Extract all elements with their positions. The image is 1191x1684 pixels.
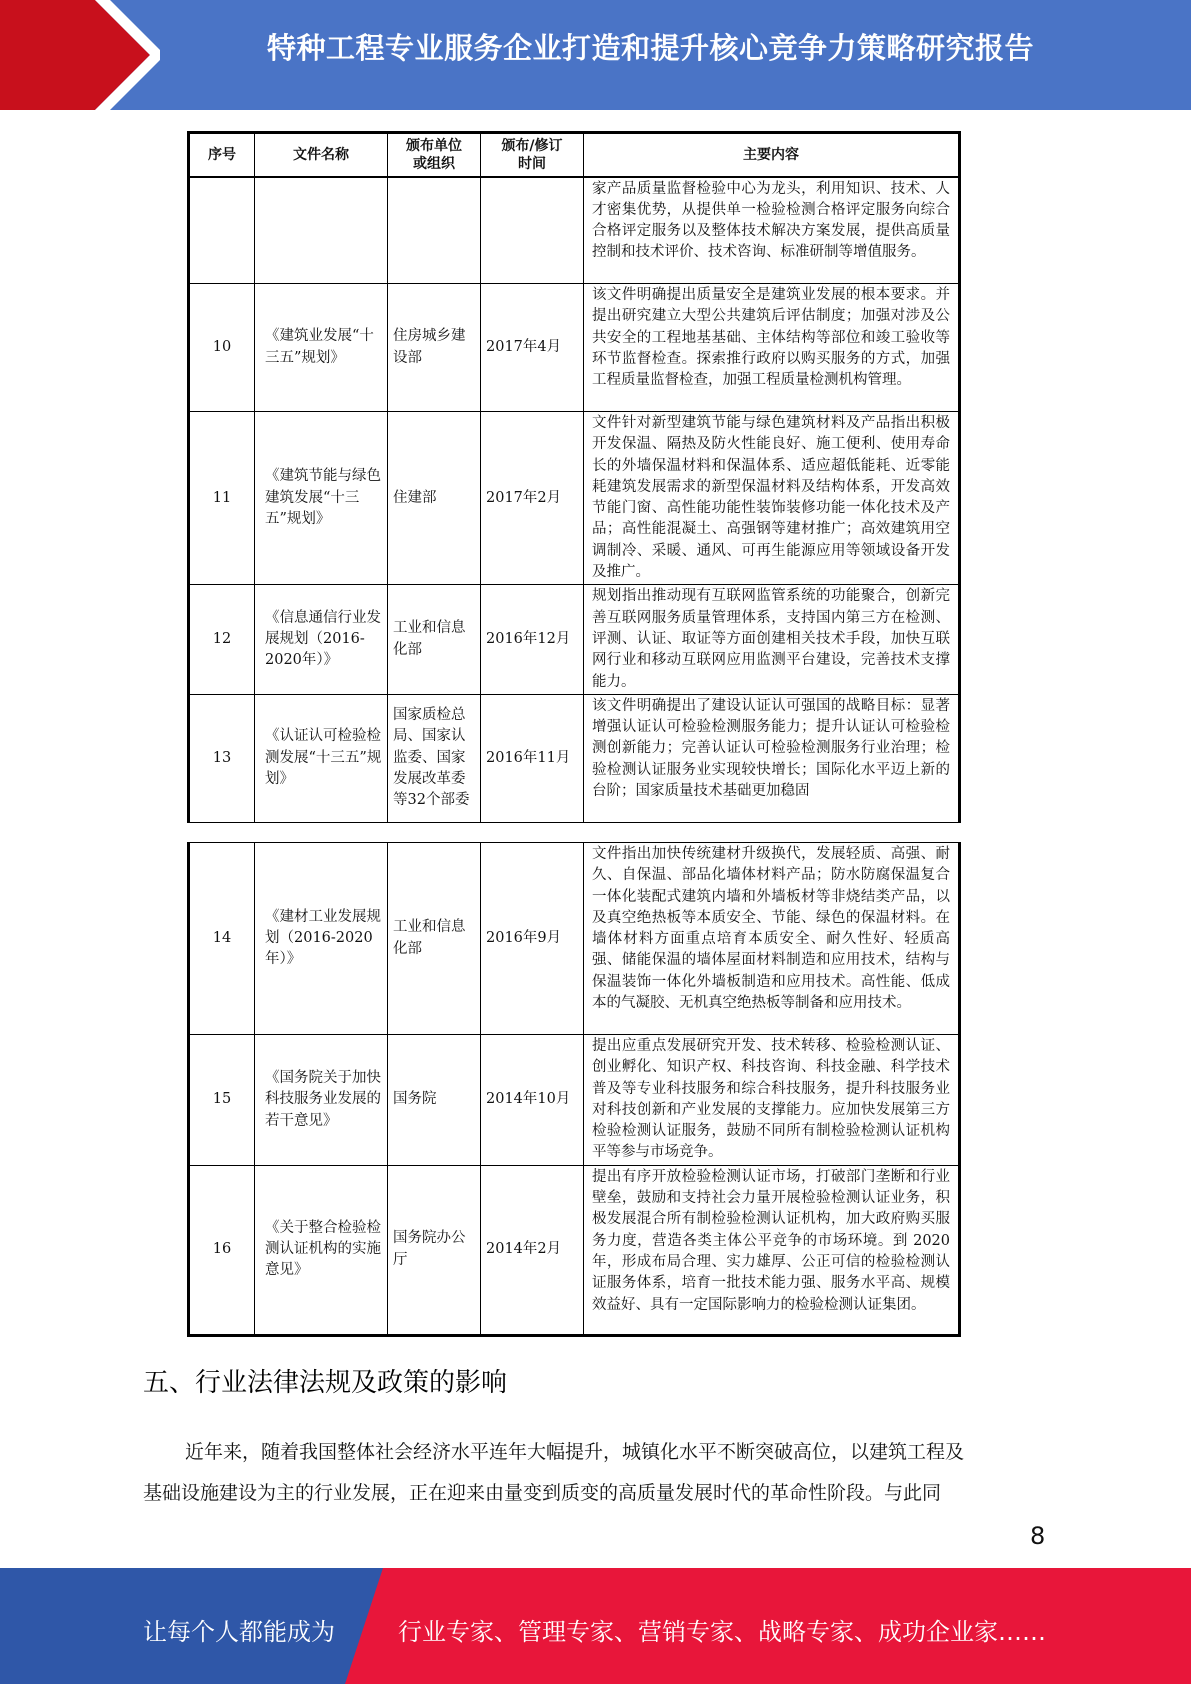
cell-org: 国务院办公厅 (388, 1165, 481, 1335)
table-row (189, 1035, 960, 1166)
cell-time: 2017年4月 (481, 284, 584, 412)
cell-name: 《信息通信行业发展规划（2016-2020年）》 (255, 585, 388, 694)
cell-org: 国务院 (388, 1035, 481, 1166)
cell-org (388, 177, 481, 284)
cell-no: 10 (189, 284, 255, 412)
paragraph-line: 近年来，随着我国整体社会经济水平连年大幅提升，城镇化水平不断突破高位，以建筑工程及 (185, 1441, 965, 1463)
cell-content: 提出应重点发展研究开发、技术转移、检验检测认证、创业孵化、知识产权、科技咨询、科技金融、科学技术普及等专业科技服务和综合科技服务，提升科技服务业对科技创新和产业发展的支撑能力。应加快发展第三方检验检测认证服务，鼓励不同所有制检验检测认证机构平等参与市场竞争。 (584, 1035, 960, 1166)
cell-time: 2016年11月 (481, 694, 584, 822)
cell-org: 国家质检总局、国家认监委、国家发展改革委等32个部委 (388, 694, 481, 822)
table-header-row (189, 133, 960, 177)
header-org (388, 133, 481, 177)
cell-org: 工业和信息化部 (388, 585, 481, 694)
cell-name: 《建筑节能与绿色建筑发展“十三五”规划》 (255, 412, 388, 585)
header-time-line2: 时间 (518, 155, 546, 172)
cell-time: 2017年2月 (481, 412, 584, 585)
cell-content: 文件指出加快传统建材升级换代，发展轻质、高强、耐久、自保温、部品化墙体材料产品；防水防腐保温复合一体化装配式建筑内墙和外墙板材等非烧结类产品，以及真空绝热板等本质安全、节能、绿色的保温材料。在墙体材料方面重点培育本质安全、耐久性好、轻质高强、储能保温的墙体屋面材料制造和应用技术，结构与保温装饰一体化外墙板制造和应用技术。高性能、低成本的气凝胶、无机真空绝热板等制备和应用技术。 (584, 843, 960, 1035)
cell-time: 2014年2月 (481, 1165, 584, 1335)
cell-content: 文件针对新型建筑节能与绿色建筑材料及产品指出积极开发保温、隔热及防火性能良好、施工便利、使用寿命长的外墙保温材料和保温体系、适应超低能耗、近零能耗建筑发展需求的新型保温材料及结构体系，开发高效节能门窗、高性能功能性装饰装修功能一体化技术及产品；高性能混凝土、高强钢等建材推广；高效建筑用空调制冷、采暖、通风、可再生能源应用等领域设备开发及推广。 (584, 412, 960, 585)
cell-name: 《建材工业发展规划（2016-2020年）》 (255, 843, 388, 1035)
header-name: 文件名称 (255, 133, 388, 177)
section-heading: 五、行业法律法规及政策的影响 (143, 1368, 508, 1398)
table-row (189, 412, 960, 585)
report-title: 特种工程专业服务企业打造和提升核心竞争力策略研究报告 (266, 31, 1034, 65)
header-time (481, 133, 584, 177)
table-row (189, 177, 960, 284)
header-org-line1: 颁布单位 (406, 137, 462, 154)
cell-name (255, 177, 388, 284)
policy-table-continued (187, 842, 961, 1337)
cell-content: 规划指出推动现有互联网监管系统的功能聚合，创新完善互联网服务质量管理体系，支持国内第三方在检测、评测、认证、取证等方面创建相关技术手段，加快互联网行业和移动互联网应用监测平台建设，完善技术支撑能力。 (584, 585, 960, 694)
cell-name: 《关于整合检验检测认证机构的实施意见》 (255, 1165, 388, 1335)
cell-no (189, 177, 255, 284)
cell-no: 13 (189, 694, 255, 822)
cell-no: 12 (189, 585, 255, 694)
cell-content: 该文件明确提出质量安全是建筑业发展的根本要求。并提出研究建立大型公共建筑后评估制度；加强对涉及公共安全的工程地基基础、主体结构等部位和竣工验收等环节监督检查。探索推行政府以购买服务的方式，加强工程质量监督检查，加强工程质量检测机构管理。 (584, 284, 960, 412)
cell-name: 《国务院关于加快科技服务业发展的若干意见》 (255, 1035, 388, 1166)
table-row (189, 585, 960, 694)
cell-content: 提出有序开放检验检测认证市场，打破部门垄断和行业壁垒，鼓励和支持社会力量开展检验检测认证业务，积极发展混合所有制检验检测认证机构，加大政府购买服务力度，营造各类主体公平竞争的市场环境。到 2020 年，形成布局合理、实力雄厚、公正可信的检验检测认证服务体系，培育一批技术能力强、服务水平高、规模效益好、具有一定国际影响力的检验检测认证集团。 (584, 1165, 960, 1335)
cell-no: 15 (189, 1035, 255, 1166)
cell-time: 2014年10月 (481, 1035, 584, 1166)
cell-time (481, 177, 584, 284)
cell-no: 14 (189, 843, 255, 1035)
cell-org: 住房城乡建设部 (388, 284, 481, 412)
cell-name: 《建筑业发展“十三五”规划》 (255, 284, 388, 412)
cell-org: 工业和信息化部 (388, 843, 481, 1035)
footer-slogan-right: 行业专家、管理专家、营销专家、战略专家、成功企业家…… (398, 1618, 1046, 1646)
cell-time: 2016年9月 (481, 843, 584, 1035)
table-row (189, 1165, 960, 1335)
table-row (189, 694, 960, 822)
cell-content: 该文件明确提出了建设认证认可强国的战略目标：显著增强认证认可检验检测服务能力；提升认证认可检验检测创新能力；完善认证认可检验检测服务行业治理；检验检测认证服务业实现较快增长；国际化水平迈上新的台阶；国家质量技术基础更加稳固 (584, 694, 960, 822)
cell-org: 住建部 (388, 412, 481, 585)
cell-name: 《认证认可检验检测发展“十三五”规划》 (255, 694, 388, 822)
paragraph-line: 基础设施建设为主的行业发展，正在迎来由量变到质变的高质量发展时代的革命性阶段。与此同 (143, 1482, 942, 1504)
cell-content: 家产品质量监督检验中心为龙头，利用知识、技术、人才密集优势，从提供单一检验检测合格评定服务向综合合格评定服务以及整体技术解决方案发展，提供高质量控制和技术评价、技术咨询、标准研制等增值服务。 (584, 177, 960, 284)
footer-slogan-left: 让每个人都能成为 (143, 1618, 335, 1646)
cell-no: 11 (189, 412, 255, 585)
header-chevron-icon (0, 0, 160, 110)
header-org-line2: 或组织 (413, 155, 455, 172)
header-no: 序号 (189, 133, 255, 177)
page-number: 8 (1030, 1522, 1046, 1550)
cell-no: 16 (189, 1165, 255, 1335)
table-row (189, 843, 960, 1035)
header-time-line1: 颁布/修订 (501, 137, 563, 154)
header-content: 主要内容 (584, 133, 960, 177)
table-row (189, 284, 960, 412)
cell-time: 2016年12月 (481, 585, 584, 694)
page-header (0, 0, 1191, 110)
policy-table (187, 131, 961, 823)
